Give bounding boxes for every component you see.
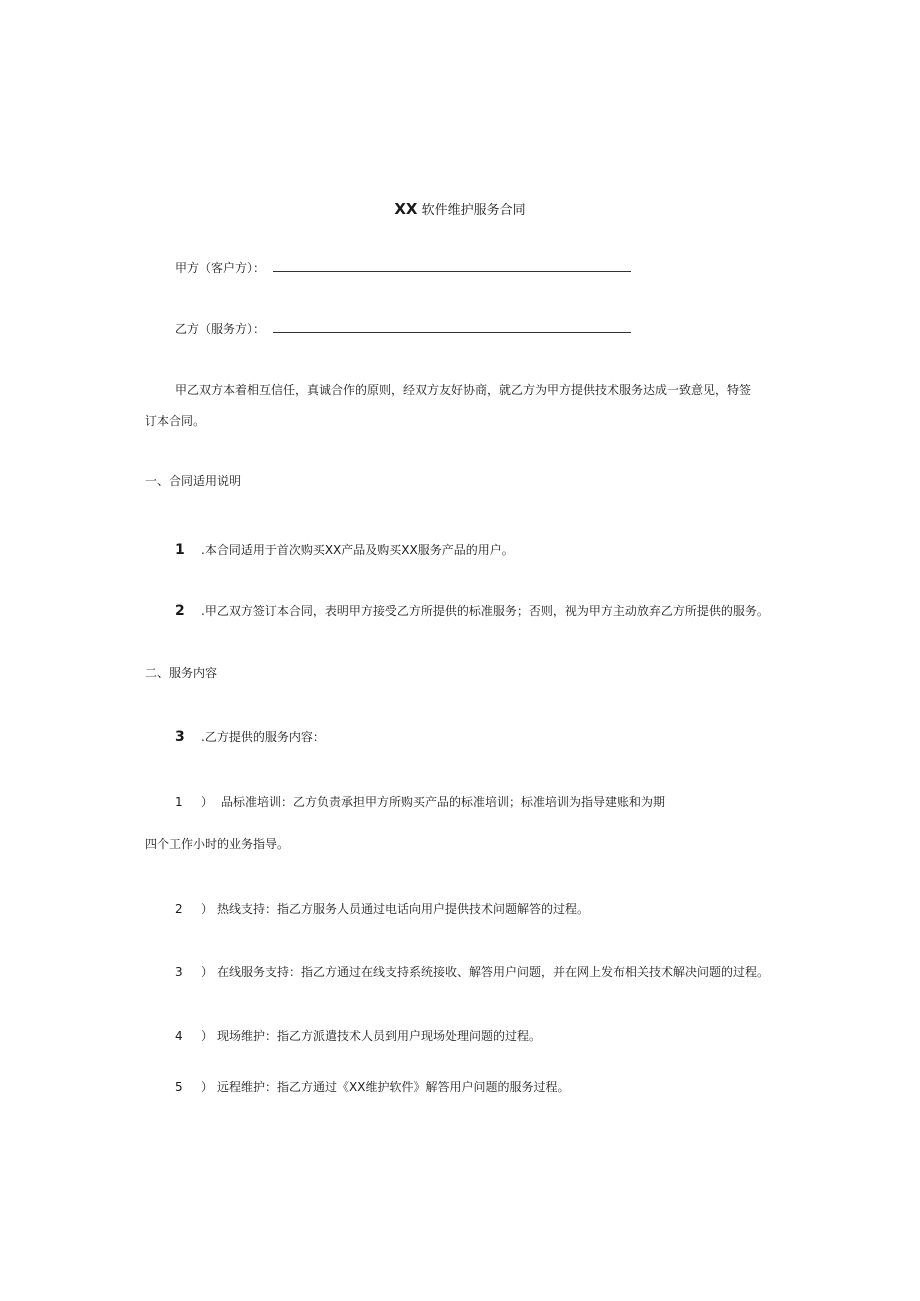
service-item-3-paren: ） xyxy=(201,965,214,979)
service-item-1-paren: ） xyxy=(201,795,214,809)
service-item-5-paren: ） xyxy=(201,1080,214,1094)
service-item-5-number: 5 xyxy=(175,1080,183,1094)
service-item-4 xyxy=(175,1027,541,1044)
party-b-blank-line xyxy=(273,332,631,333)
service-item-2 xyxy=(175,900,589,917)
clause-2-text: .甲乙双方签订本合同，表明甲方接受乙方所提供的标准服务；否则，视为甲方主动放弃乙方所提供的服务。 xyxy=(201,604,769,618)
clause-3-text: .乙方提供的服务内容： xyxy=(201,730,325,744)
service-item-1 xyxy=(175,793,665,810)
clause-2 xyxy=(175,602,769,619)
service-item-5-text: 远程维护：指乙方通过《XX维护软件》解答用户问题的服务过程。 xyxy=(217,1080,570,1094)
clause-1-number: 1 xyxy=(175,542,185,558)
intro-line-1: 甲乙双方本着相互信任，真诚合作的原则，经双方友好协商，就乙方为甲方提供技术服务达成一致意见，特签 xyxy=(175,383,752,397)
service-item-2-paren: ） xyxy=(201,902,214,916)
clause-1-text: .本合同适用于首次购买XX产品及购买XX服务产品的用户。 xyxy=(201,543,514,557)
clause-3-number: 3 xyxy=(175,729,185,745)
title-text: 软件维护服务合同 xyxy=(421,203,526,218)
service-item-1-number: 1 xyxy=(175,795,183,809)
service-item-4-number: 4 xyxy=(175,1029,183,1043)
title-prefix: XX xyxy=(394,200,418,218)
service-item-3-text: 在线服务支持：指乙方通过在线支持系统接收、解答用户问题，并在网上发布相关技术解决问题的过程。 xyxy=(217,965,770,979)
service-item-4-paren: ） xyxy=(201,1029,214,1043)
clause-2-number: 2 xyxy=(175,603,185,619)
service-item-1-continued: 四个工作小时的业务指导。 xyxy=(145,837,290,851)
clause-1 xyxy=(175,541,514,558)
clause-3 xyxy=(175,728,325,745)
intro-line-2: 订本合同。 xyxy=(145,414,206,428)
section-1-heading: 一、合同适用说明 xyxy=(145,474,242,488)
service-item-3-number: 3 xyxy=(175,965,183,979)
service-item-2-text: 热线支持：指乙方服务人员通过电话向用户提供技术问题解答的过程。 xyxy=(217,902,590,916)
service-item-4-text: 现场维护：指乙方派遣技术人员到用户现场处理问题的过程。 xyxy=(217,1029,542,1043)
section-2-heading: 二、服务内容 xyxy=(145,666,218,680)
service-item-2-number: 2 xyxy=(175,902,183,916)
party-b-label: 乙方（服务方）： xyxy=(175,322,266,336)
party-a-blank-line xyxy=(273,271,631,272)
service-item-3 xyxy=(175,963,769,980)
party-a-label: 甲方（客户方）： xyxy=(175,261,266,275)
service-item-5 xyxy=(175,1078,569,1095)
document-title xyxy=(0,199,920,218)
service-item-1-text: 品标准培训：乙方负责承担甲方所购买产品的标准培训；标准培训为指导建账和为期 xyxy=(221,795,666,809)
